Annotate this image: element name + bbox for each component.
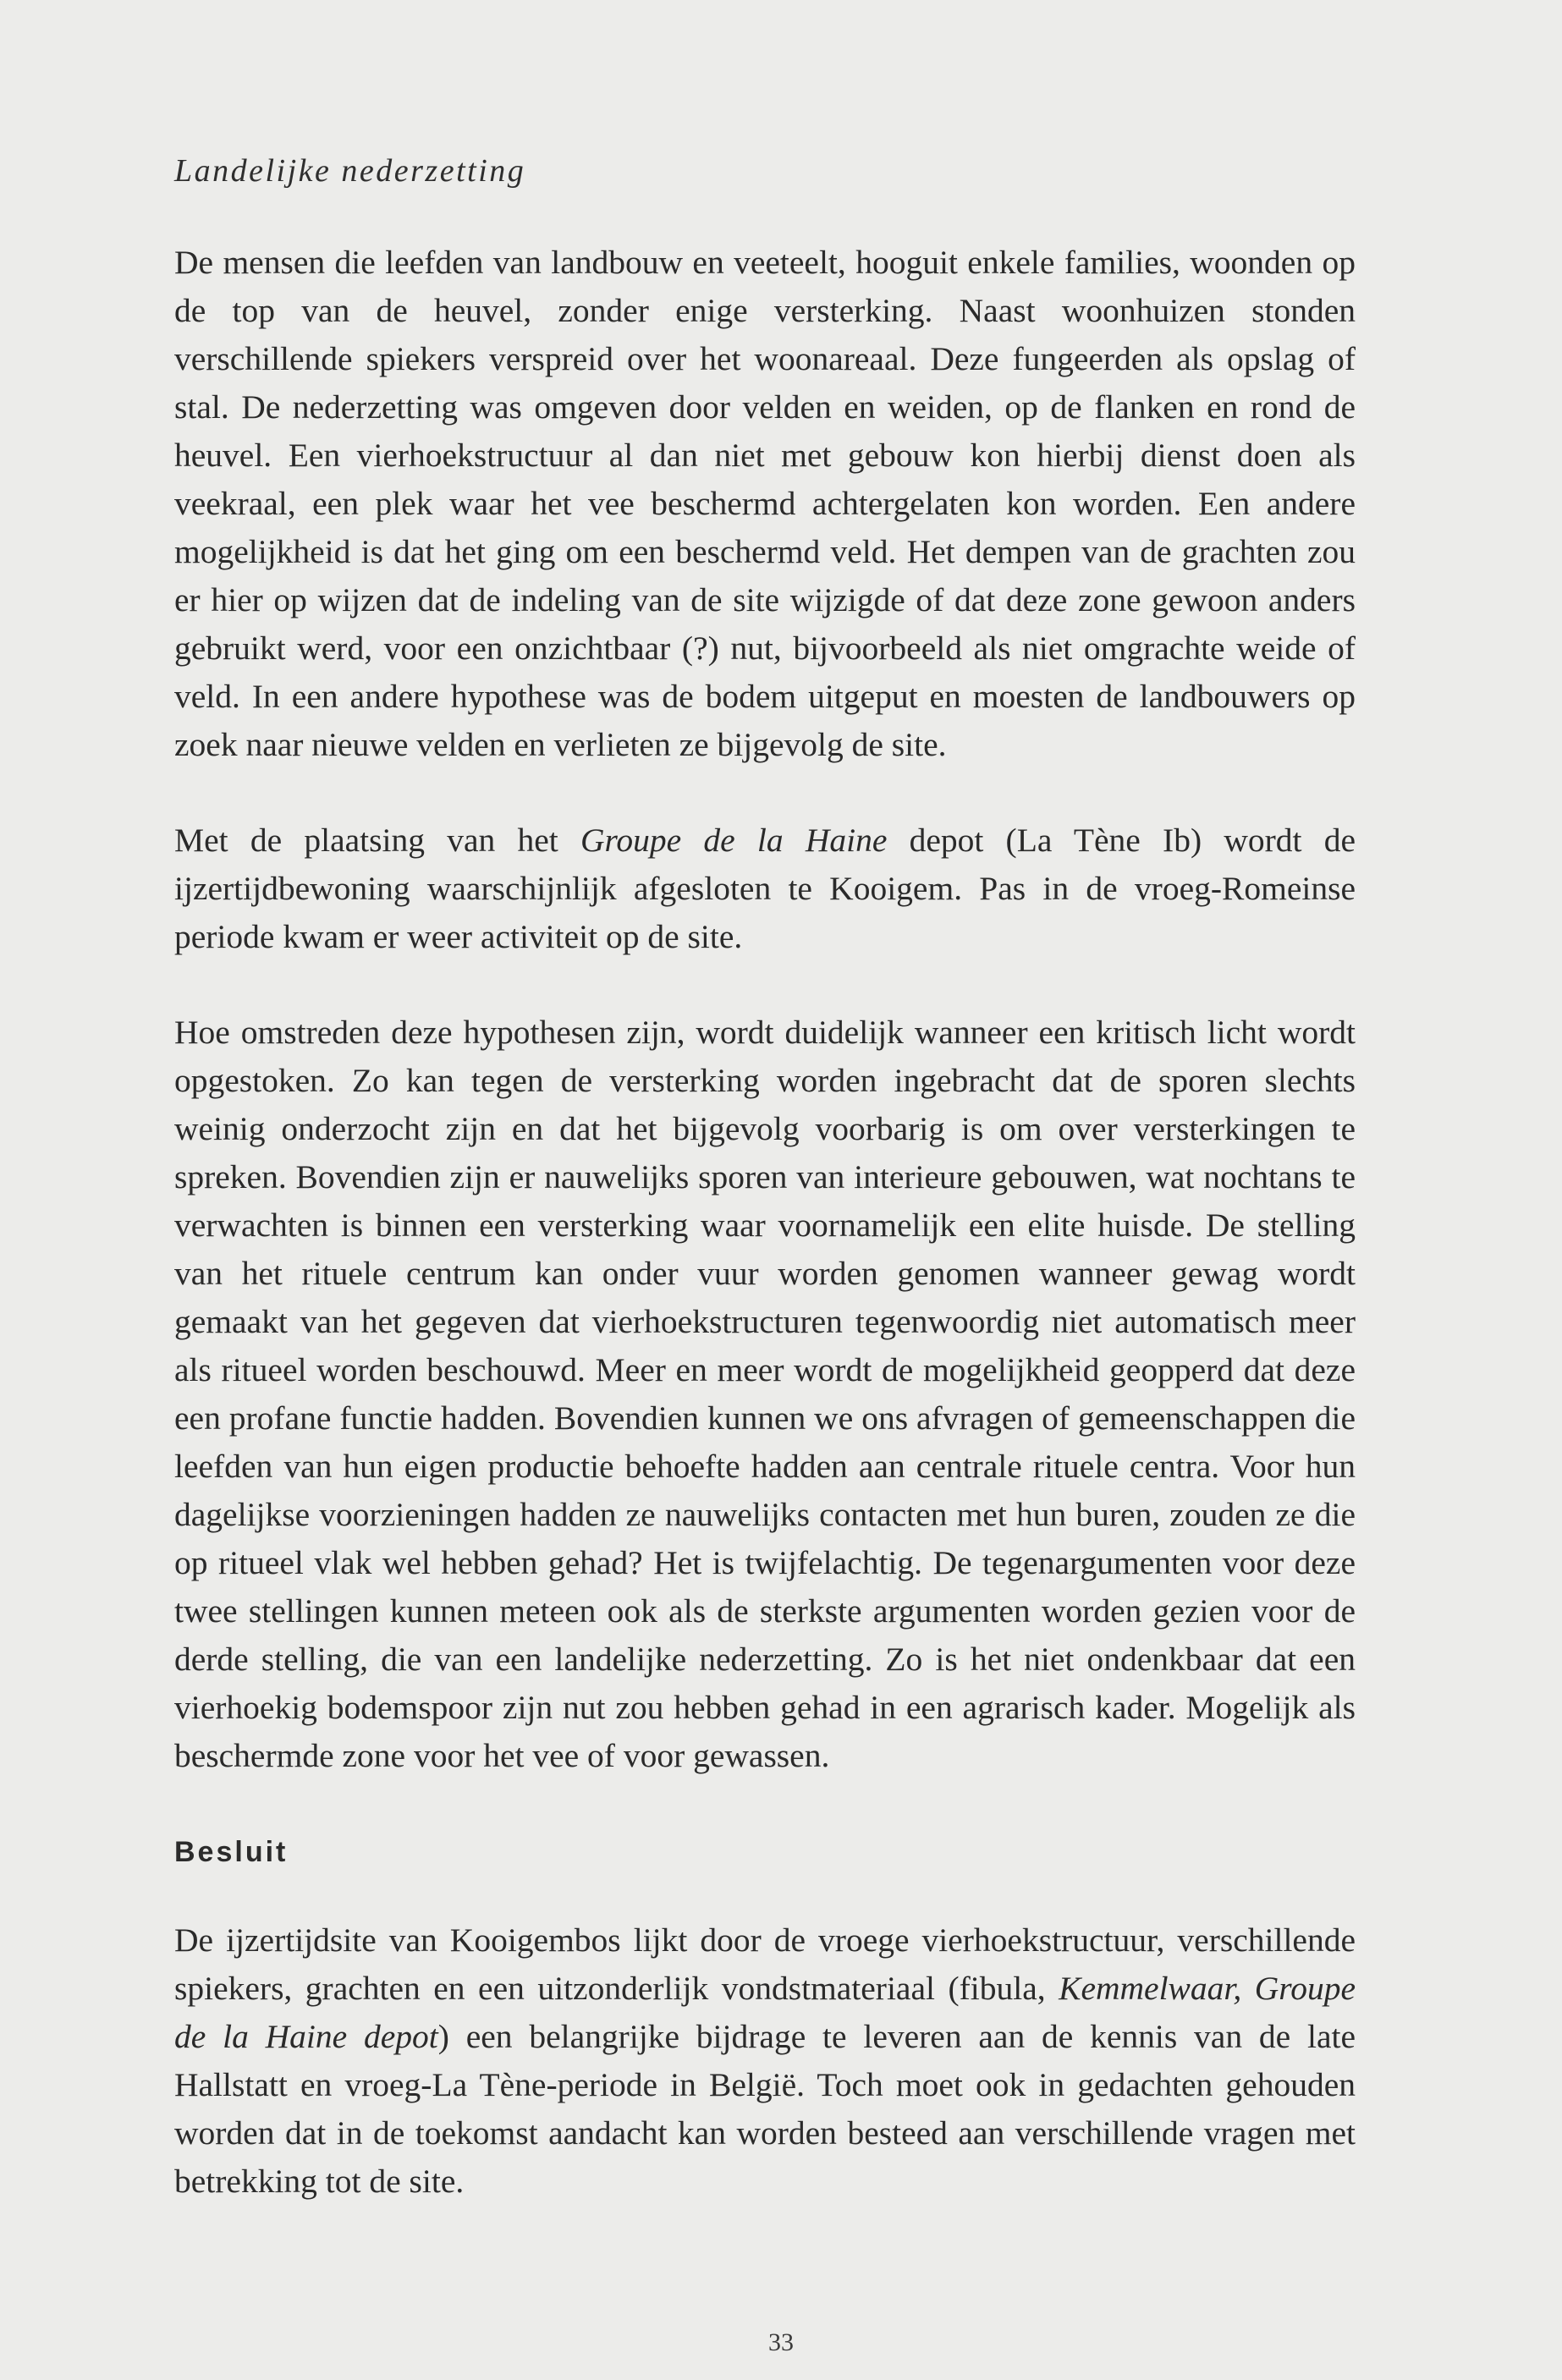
paragraph-text: depot (La Tène Ib) wordt de ijzertijdbewoning waarschijnlijk afgesloten te Kooigem. Pas in de vroeg-Romeinse periode kwam er weer activiteit op de site. <box>174 822 1356 955</box>
paragraph-besluit <box>174 1916 1356 2206</box>
paragraph-landelijke-nederzetting-1: De mensen die leefden van landbouw en veeteelt, hooguit enkele families, woonden op de top van de heuvel, zonder enige versterking. Naast woonhuizen stonden verschillende spiekers verspreid over het woonareaal. Deze fungeerden als opslag of stal. De nederzetting was omgeven door velden en weiden, op de flanken en rond de heuvel. Een vierhoekstructuur al dan niet met gebouw kon hierbij dienst doen als veekraal, een plek waar het vee beschermd achtergelaten kon worden. Een andere mogelijkheid is dat het ging om een beschermd veld. Het dempen van de grachten zou er hier op wijzen dat de indeling van de site wijzigde of dat deze zone gewoon anders gebruikt werd, voor een onzichtbaar (?) nut, bijvoorbeeld als niet omgrachte weide of veld. In een andere hypothese was de bodem uitgeput en moesten de landbouwers op zoek naar nieuwe velden en verlieten ze bijgevolg de site. <box>174 244 1356 763</box>
paragraph-text: ) een belangrijke bijdrage te leveren aan de kennis van de late Hallstatt en vroeg-La Tène-periode in België. Toch moet ook in gedachten gehouden worden dat in de toekomst aandacht kan worden besteed aan verschillende vragen met betrekking tot de site. <box>174 2018 1356 2200</box>
page-number: 33 <box>768 2328 794 2356</box>
paragraph-italic-text: Groupe de la Haine <box>580 822 888 859</box>
section-title-landelijke-nederzetting: Landelijke nederzetting <box>174 153 526 189</box>
paragraph-hypothesen: Hoe omstreden deze hypothesen zijn, wordt duidelijk wanneer een kritisch licht wordt opgestoken. Zo kan tegen de versterking worden ingebracht dat de sporen slechts weinig onderzocht zijn en dat het bijgevolg voorbarig is om over versterkingen te spreken. Bovendien zijn er nauwelijks sporen van interieure gebouwen, wat nochtans te verwachten is binnen een versterking waar voornamelijk een elite huisde. De stelling van het rituele centrum kan onder vuur worden genomen wanneer gewag wordt gemaakt van het gegeven dat vierhoekstructuren tegenwoordig niet automatisch meer als ritueel worden beschouwd. Meer en meer wordt de mogelijkheid geopperd dat deze een profane functie hadden. Bovendien kunnen we ons afvragen of gemeenschappen die leefden van hun eigen productie behoefte hadden aan centrale rituele centra. Voor hun dagelijkse voorzieningen hadden ze nauwelijks contacten met hun buren, zouden ze die op ritueel vlak wel hebben gehad? Het is twijfelachtig. De tegenargumenten voor deze twee stellingen kunnen meteen ook als de sterkste argumenten worden gezien voor de derde stelling, die van een landelijke nederzetting. Zo is het niet ondenkbaar dat een vierhoekig bodemspoor zijn nut zou hebben gehad in een agrarisch kader. Mogelijk als beschermde zone voor het vee of voor gewassen. <box>174 1014 1356 1774</box>
paragraph-text: Met de plaatsing van het <box>174 822 580 859</box>
paragraph-groupe-de-la-haine <box>174 816 1356 961</box>
section-title-besluit: Besluit <box>174 1836 289 1868</box>
paragraph-italic-text: Kemmelwaar, Groupe de la Haine depot <box>174 1970 1356 2055</box>
page-content <box>174 152 1356 2253</box>
paragraph-text: De ijzertijdsite van Kooigembos lijkt door de vroege vierhoekstructuur, verschillende spiekers, grachten en een uitzonderlijk vondstmateriaal (fibula, <box>174 1921 1356 2007</box>
